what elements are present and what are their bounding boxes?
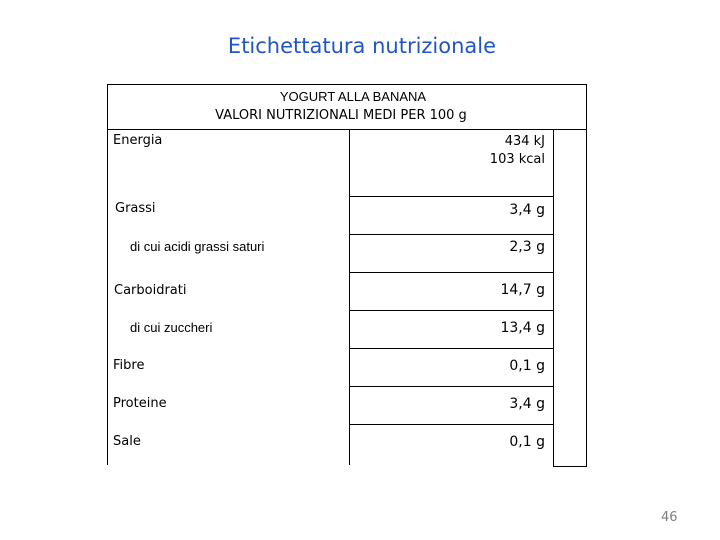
label-header-box [107, 84, 587, 130]
product-name: YOGURT ALLA BANANA [279, 89, 427, 104]
table-value-right-border [553, 130, 554, 467]
nutrient-name-proteine: Proteine [113, 396, 167, 411]
nutrient-value-proteine: 3,4 g [509, 396, 545, 412]
nutrient-value-grassi: 3,4 g [509, 202, 545, 218]
nutrient-name-grassi-saturi: di cui acidi grassi saturi [130, 239, 265, 254]
nutrient-name-energia: Energia [113, 133, 163, 148]
nutrient-value-carboidrati: 14,7 g [500, 282, 545, 298]
nutrient-value-zuccheri: 13,4 g [500, 320, 545, 336]
nutrient-name-carboidrati: Carboidrati [114, 283, 187, 298]
table-rule [349, 196, 554, 197]
table-rule [349, 272, 554, 273]
nutrient-name-zuccheri: di cui zuccheri [130, 320, 213, 335]
energy-kcal: 103 kcal [489, 152, 545, 167]
page-number: 46 [661, 510, 678, 525]
table-divider-vertical [349, 130, 350, 465]
slide-title: Etichettatura nutrizionale [227, 34, 497, 58]
table-rule [349, 424, 554, 425]
nutrient-value-grassi-saturi: 2,3 g [509, 239, 545, 255]
nutrient-name-fibre: Fibre [113, 358, 145, 373]
table-rule [349, 234, 554, 235]
nutrient-value-sale: 0,1 g [509, 434, 545, 450]
table-right-border [586, 130, 587, 467]
nutrient-name-grassi: Grassi [115, 201, 156, 216]
energy-kj: 434 kJ [504, 134, 545, 149]
nutrient-value-energia [490, 133, 545, 169]
nutrient-value-fibre: 0,1 g [509, 358, 545, 374]
nutrient-name-sale: Sale [113, 434, 141, 449]
label-subtitle: VALORI NUTRIZIONALI MEDI PER 100 g [215, 108, 467, 123]
table-rule [349, 310, 554, 311]
table-bottom-border [553, 466, 587, 467]
table-rule [349, 386, 554, 387]
table-left-border [107, 130, 108, 465]
table-rule [349, 348, 554, 349]
